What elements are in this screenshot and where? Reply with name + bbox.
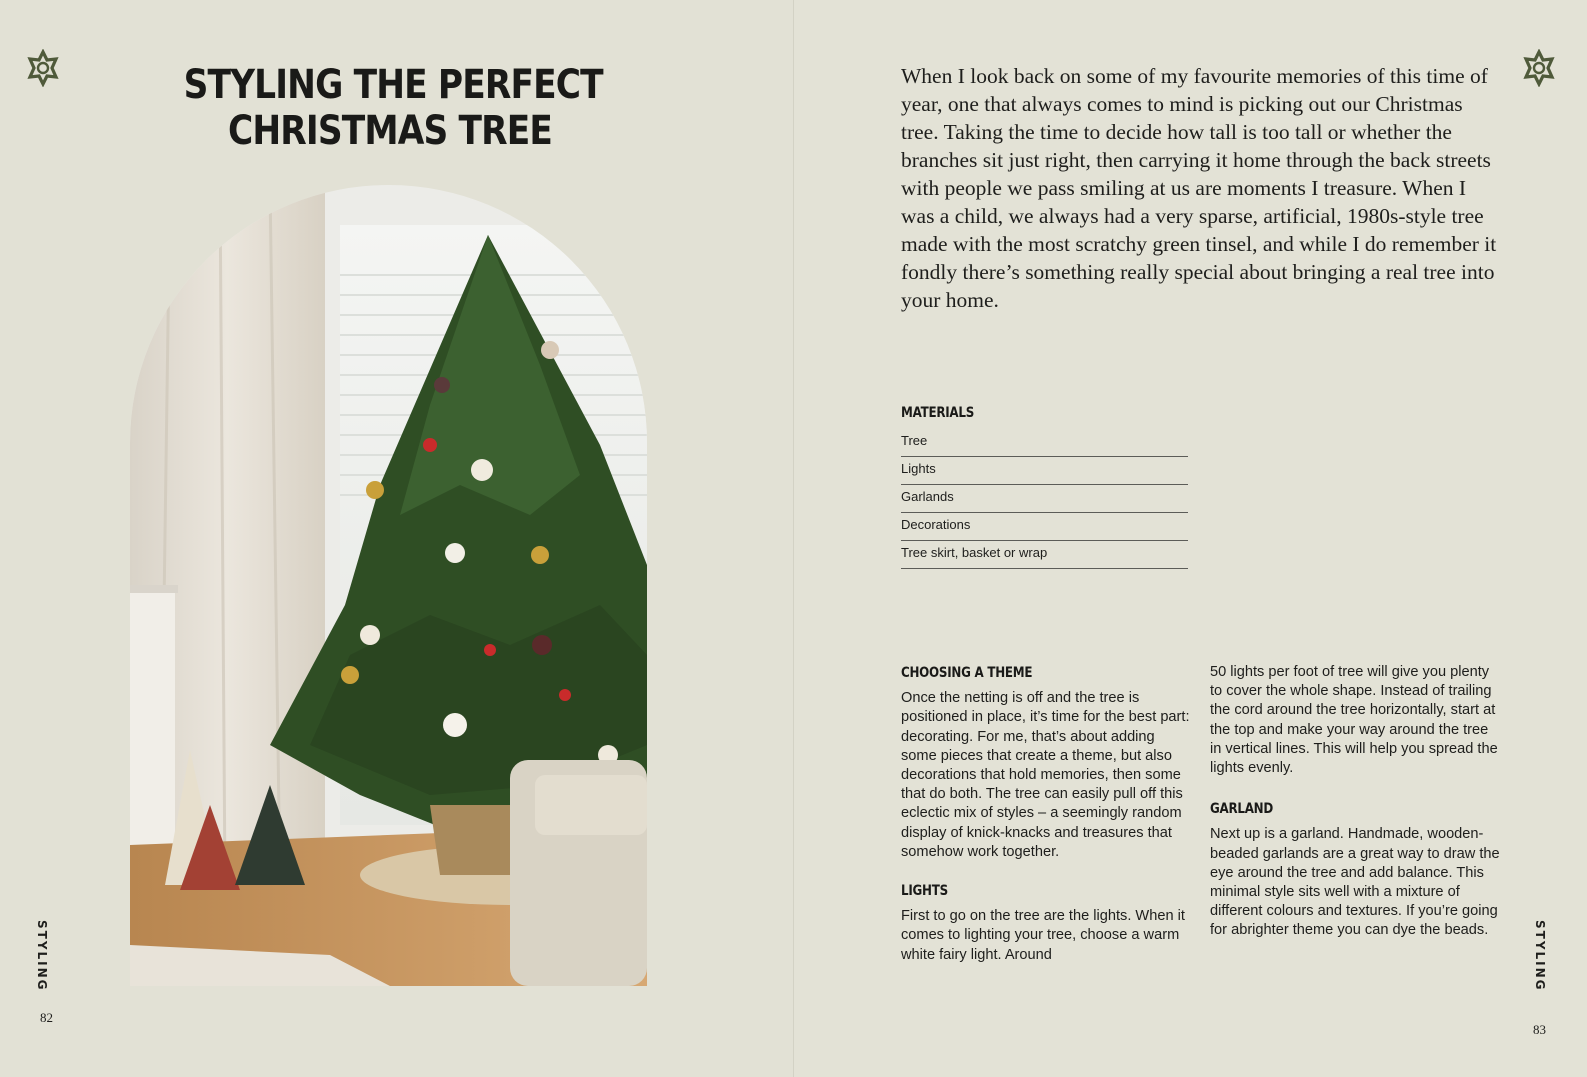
material-item: Tree [901, 429, 1188, 457]
theme-body: Once the netting is off and the tree is positioned in place, it’s time for the best part: decorating. For me, that’s about adding some pieces that create a theme, but also decorations that hold memories, then some that do both. The tree can easily pull off this eclectic mix of styles – a seemingly random display of knick-knacks and treasures that somehow work together. [901, 690, 1190, 860]
material-item: Garlands [901, 485, 1188, 513]
title-line-1: STYLING THE PERFECT [183, 62, 603, 108]
theme-heading: CHOOSING A THEME [901, 665, 1033, 681]
christmas-tree-photo [130, 185, 647, 986]
garland-heading: GARLAND [1210, 801, 1273, 818]
section-side-label: STYLING [1533, 920, 1547, 992]
text-column-2 [1210, 663, 1500, 941]
material-item: Lights [901, 457, 1188, 485]
star-ornament-icon [1520, 49, 1558, 87]
material-item: Decorations [901, 513, 1188, 541]
text-column-1 [901, 664, 1191, 965]
materials-heading: MATERIALS [901, 405, 975, 421]
section-side-label: STYLING [35, 920, 49, 992]
garland-body: Next up is a garland. Handmade, wooden-beaded garlands are a great way to draw the eye around the tree and add balance. This minimal style sits well with a mixture of different colours and textures. If you’re going for abrighter theme you can dye the beads. [1210, 826, 1500, 939]
material-item: Tree skirt, basket or wrap [901, 541, 1188, 569]
page-number: 83 [1533, 1022, 1546, 1037]
page-number: 82 [40, 1010, 53, 1025]
materials-list [901, 405, 1188, 569]
page-title [183, 62, 603, 154]
title-line-2: CHRISTMAS TREE [227, 108, 553, 154]
intro-paragraph: When I look back on some of my favourite memories of this time of year, one that always comes to mind is picking out our Christmas tree. Taking the time to decide how tall is too tall or whether the branches sit just right, then carrying it home through the back streets with people we pass smiling at us are moments I treasure. When I was a child, we always had a very sparse, artificial, 1980s-style tree made with the most scratchy green tinsel, and while I do remember it fondly there’s something really special about bringing a real tree into your home. [901, 64, 1497, 312]
star-ornament-icon [24, 49, 62, 87]
lights-heading: LIGHTS [901, 883, 948, 900]
lights-body: First to go on the tree are the lights. When it comes to lighting your tree, choose a warm white fairy light. Around [901, 908, 1185, 963]
lights-body-continued: 50 lights per foot of tree will give you plenty to cover the whole shape. Instead of trailing the cord around the tree horizontally, start at the top and make your way around the tree in vertical lines. This will help you spread the lights evenly. [1210, 664, 1498, 777]
